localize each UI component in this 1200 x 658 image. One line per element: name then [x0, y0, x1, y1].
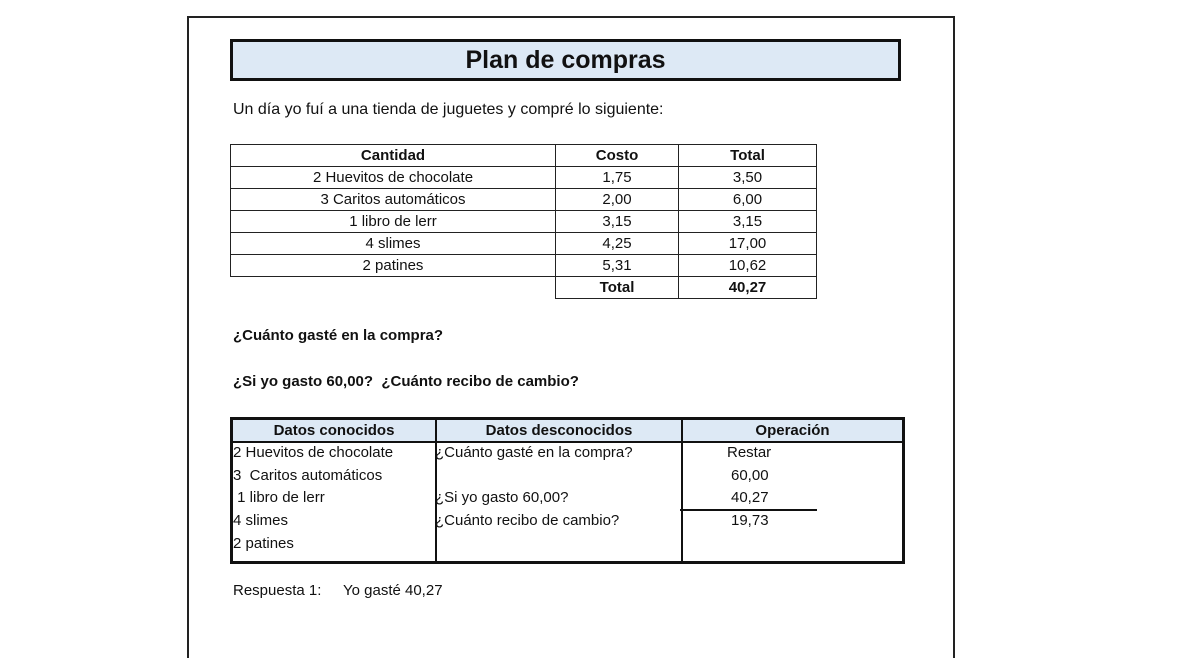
intro-text: Un día yo fuí a una tienda de juguetes y compré lo siguiente: [233, 101, 664, 118]
known-item: 3 Caritos automáticos [233, 467, 383, 484]
table-row [231, 255, 817, 277]
known-item: 1 libro de lerr [233, 489, 325, 506]
table-row [231, 167, 817, 189]
cell-cantidad: 1 libro de lerr [231, 211, 556, 233]
page-title: Plan de compras [230, 39, 901, 81]
cell-total: 10,62 [679, 255, 817, 277]
operation-column [683, 420, 902, 561]
column-header-datos-conocidos: Datos conocidos [233, 420, 435, 443]
purchases-table [230, 144, 817, 299]
cell-costo: 1,75 [556, 167, 679, 189]
total-value: 40,27 [679, 277, 817, 299]
column-header-datos-desconocidos: Datos desconocidos [437, 420, 681, 443]
table-header-row [231, 145, 817, 167]
table-row [231, 211, 817, 233]
cell-cantidad: 3 Caritos automáticos [231, 189, 556, 211]
total-row [231, 277, 817, 299]
subtraction-line [680, 509, 817, 511]
column-header-cantidad: Cantidad [231, 145, 556, 167]
known-item: 2 Huevitos de chocolate [233, 444, 394, 461]
cell-cantidad: 4 slimes [231, 233, 556, 255]
cell-costo: 3,15 [556, 211, 679, 233]
unknown-item: ¿Cuánto recibo de cambio? [435, 512, 620, 529]
known-item: 4 slimes [233, 512, 289, 529]
blank-cell [231, 277, 556, 299]
cell-costo: 5,31 [556, 255, 679, 277]
cell-costo: 4,25 [556, 233, 679, 255]
table-row [231, 189, 817, 211]
question-1: ¿Cuánto gasté en la compra? [233, 327, 444, 344]
column-header-total: Total [679, 145, 817, 167]
table-row [231, 233, 817, 255]
cell-total: 3,50 [679, 167, 817, 189]
cell-costo: 2,00 [556, 189, 679, 211]
question-2: ¿Si yo gasto 60,00? ¿Cuánto recibo de cambio? [233, 373, 579, 390]
column-header-operacion: Operación [683, 420, 902, 443]
column-header-costo: Costo [556, 145, 679, 167]
unknown-item: ¿Si yo gasto 60,00? [435, 489, 569, 506]
operation-value: 40,27 [731, 489, 769, 506]
answer-text: Yo gasté 40,27 [343, 582, 443, 599]
cell-total: 3,15 [679, 211, 817, 233]
cell-total: 17,00 [679, 233, 817, 255]
unknown-item: ¿Cuánto gasté en la compra? [435, 444, 633, 461]
answer-label: Respuesta 1: [233, 582, 322, 599]
operation-result: 19,73 [731, 512, 769, 529]
cell-total: 6,00 [679, 189, 817, 211]
cell-cantidad: 2 patines [231, 255, 556, 277]
total-label: Total [556, 277, 679, 299]
operation-label: Restar [727, 444, 772, 461]
known-item: 2 patines [233, 535, 294, 552]
cell-cantidad: 2 Huevitos de chocolate [231, 167, 556, 189]
operation-value: 60,00 [731, 467, 769, 484]
